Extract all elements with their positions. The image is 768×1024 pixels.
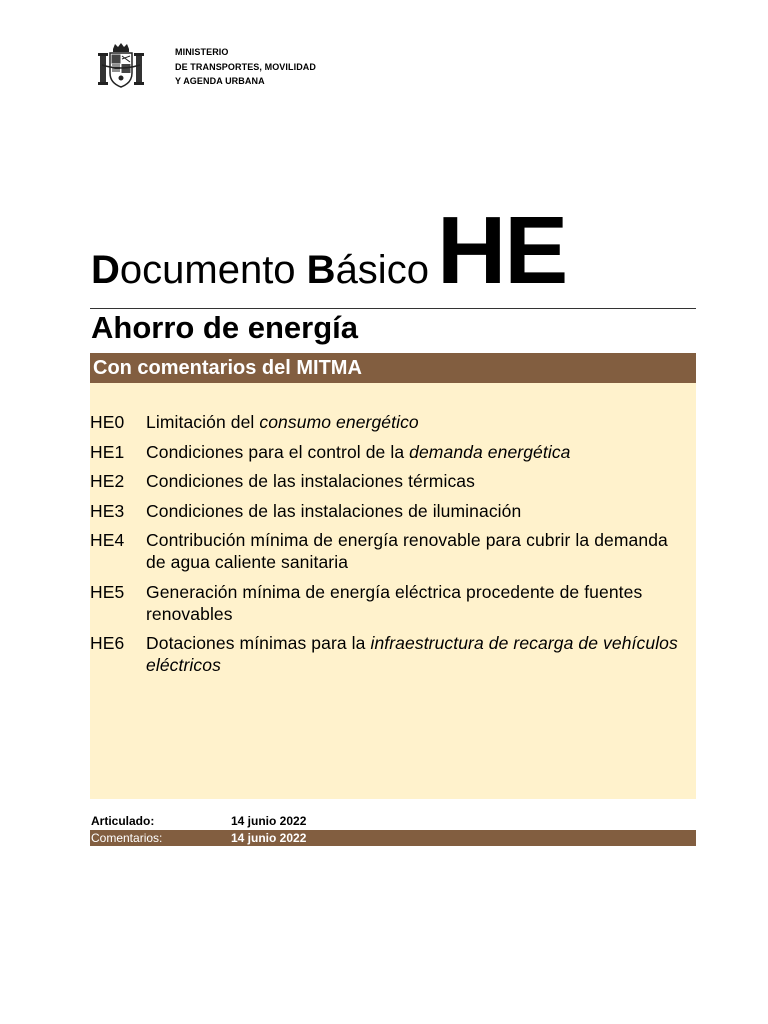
section-title-part: Condiciones de las instalaciones de iluminación <box>146 500 522 521</box>
section-item <box>90 581 696 625</box>
comentarios-date: 14 junio 2022 <box>231 831 307 845</box>
section-title-emphasis: demanda energética <box>409 441 571 462</box>
section-item <box>90 500 696 522</box>
section-title <box>146 581 696 625</box>
title-word-basico: ásico <box>335 248 429 292</box>
section-code: HE0 <box>90 412 125 432</box>
section-code: HE4 <box>90 530 125 550</box>
section-item <box>90 411 696 433</box>
comentarios-row <box>90 830 696 846</box>
section-code: HE1 <box>90 441 125 462</box>
section-title <box>146 411 696 433</box>
articulado-label: Articulado: <box>91 814 155 828</box>
section-title-part: Condiciones de las instalaciones térmicas <box>146 471 475 491</box>
section-title-emphasis: consumo energético <box>259 412 419 432</box>
ministry-line: DE TRANSPORTES, MOVILIDAD <box>175 61 317 72</box>
title-initial-b: B <box>306 248 336 292</box>
section-title-part: Limitación del <box>146 412 260 432</box>
section-item <box>90 529 696 573</box>
ministry-line: Y AGENDA URBANA <box>175 76 265 86</box>
title-initial-d: D <box>91 248 120 292</box>
section-code: HE6 <box>90 633 125 653</box>
section-title-part: Condiciones para el control de la <box>146 441 410 462</box>
articulado-date: 14 junio 2022 <box>231 814 307 828</box>
section-title-part: Generación mínima de energía eléctrica procedente de fuentes renovables <box>146 581 643 624</box>
section-title <box>146 500 696 522</box>
section-code: HE5 <box>90 581 125 602</box>
articulado-row <box>90 813 696 829</box>
section-item <box>90 441 696 463</box>
title-code: HE <box>436 197 567 304</box>
ministry-name <box>175 45 316 89</box>
section-list <box>90 411 696 684</box>
comentarios-label: Comentarios: <box>91 831 163 845</box>
section-title-part: Dotaciones mínimas para la <box>146 633 371 653</box>
title-divider <box>90 308 696 309</box>
document-subtitle: Ahorro de energía <box>91 310 358 345</box>
section-code: HE3 <box>90 500 125 521</box>
section-title <box>146 470 696 492</box>
section-code: HE2 <box>90 471 125 491</box>
section-title <box>146 632 696 676</box>
section-item <box>90 632 696 676</box>
contents-panel <box>90 383 696 799</box>
title-word-documento: ocumento <box>119 248 307 292</box>
section-title-part: Contribución mínima de energía renovable para cubrir la demanda de agua caliente sanitaria <box>146 530 668 572</box>
section-title <box>146 441 696 463</box>
ministry-line: MINISTERIO <box>175 47 229 57</box>
section-title-emphasis: infraestructura de recarga de vehículos eléctricos <box>146 633 678 675</box>
section-title <box>146 529 696 573</box>
section-item <box>90 470 696 492</box>
spanish-coat-of-arms-icon <box>97 41 145 89</box>
comments-band: Con comentarios del MITMA <box>90 353 696 383</box>
document-title <box>91 197 567 304</box>
